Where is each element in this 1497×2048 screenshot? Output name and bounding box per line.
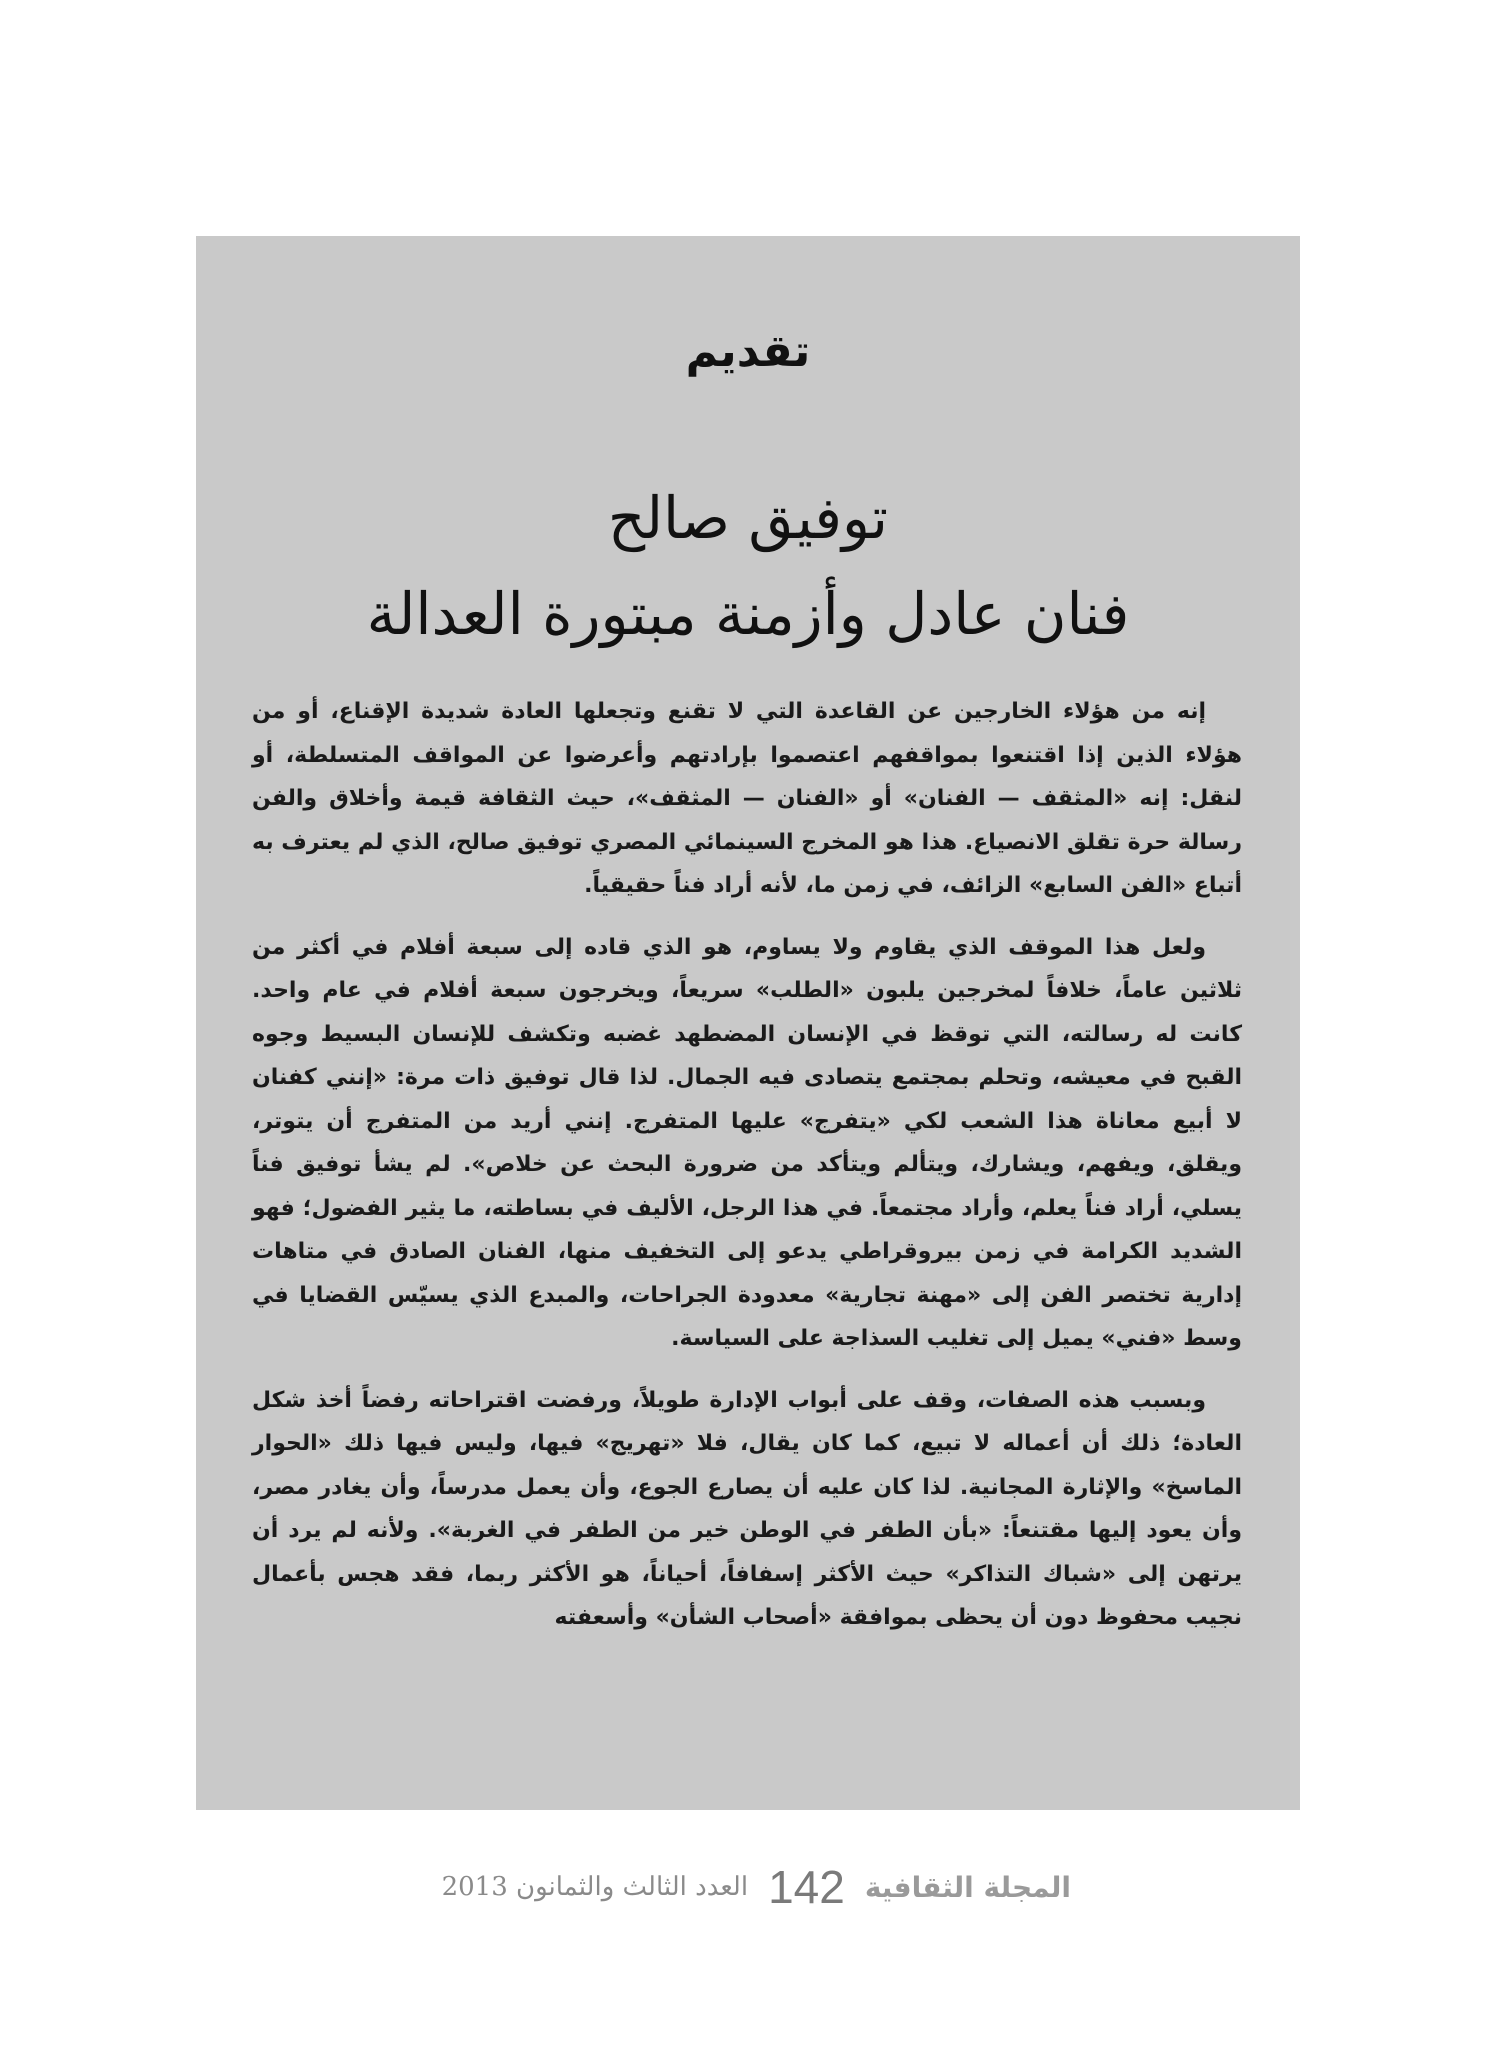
magazine-name: المجلة الثقافية bbox=[864, 1870, 1071, 1904]
article-title bbox=[196, 470, 1300, 662]
paragraph-1: إنه من هؤلاء الخارجين عن القاعدة التي لا تقنع وتجعلها العادة شديدة الإقناع، أو من هؤلاء الذين إذا اقتنعوا بمواقفهم اعتصموا بإرادتهم وأعرضوا عن المواقف المتسلطة، أو لنقل: إنه «المثقف — الفنان» أو «الفنان — المثقف»، حيث الثقافة قيمة وأخلاق والفن رسالة حرة تقلق الانصياع. هذا هو المخرج السينمائي المصري توفيق صالح، الذي لم يعترف به أتباع «الفن السابع» الزائف، في زمن ما، لأنه أراد فناً حقيقياً. bbox=[252, 699, 1242, 898]
page-footer bbox=[0, 1860, 1497, 1914]
section-label: تقديم bbox=[685, 326, 811, 377]
article-body bbox=[252, 690, 1242, 1658]
page-number: 142 bbox=[768, 1861, 845, 1913]
article-title-line-1: توفيق صالح bbox=[607, 484, 889, 552]
paragraph-2: ولعل هذا الموقف الذي يقاوم ولا يساوم، هو الذي قاده إلى سبعة أفلام في أكثر من ثلاثين عاماً، خلافاً لمخرجين يلبون «الطلب» سريعاً، ويخرجون سبعة أفلام في عام واحد. كانت له رسالته، التي توقظ في الإنسان المضطهد غضبه وتكشف للإنسان البسيط وجوه القبح في معيشه، وتحلم بمجتمع يتصادى فيه الجمال. لذا قال توفيق ذات مرة: «إنني كفنان لا أبيع معاناة هذا الشعب لكي «يتفرج» عليها المتفرج. إنني أريد من المتفرج أن يتوتر، ويقلق، ويفهم، ويشارك، ويتألم ويتأكد من ضرورة البحث عن خلاص». لم يشأ توفيق فناً يسلي، أراد فناً يعلم، وأراد مجتمعاً. في هذا الرجل، الأليف في بساطته، ما يثير الفضول؛ فهو الشديد الكرامة في زمن بيروقراطي يدعو إلى التخفيف منها، الفنان الصادق في متاهات إدارية تختصر الفن إلى «مهنة تجارية» معدودة الجراحات، والمبدع الذي يسيّس القضايا في وسط «فني» يميل إلى تغليب السذاجة على السياسة. bbox=[252, 934, 1242, 1351]
footer-content bbox=[442, 1860, 1071, 1914]
paragraph-3: وبسبب هذه الصفات، وقف على أبواب الإدارة طويلاً، ورفضت اقتراحاته رفضاً أخذ شكل العادة؛ ذلك أن أعماله لا تبيع، كما كان يقال، فلا «تهريج» فيها، وليس فيها ذلك «الحوار الماسخ» والإثارة المجانية. لذا كان عليه أن يصارع الجوع، وأن يعمل مدرساً، وأن يغادر مصر، وأن يعود إليها مقتنعاً: «بأن الطفر في الوطن خير من الطفر في الغربة». ولأنه لم يرد أن يرتهن إلى «شباك التذاكر» حيث الأكثر إسفافاً، أحياناً، هو الأكثر ربما، فقد هجس بأعمال نجيب محفوظ دون أن يحظى بموافقة «أصحاب الشأن» وأسعفته bbox=[252, 1387, 1242, 1630]
issue-label: العدد الثالث والثمانون 2013 bbox=[441, 1872, 749, 1902]
article-title-line-2: فنان عادل وأزمنة مبتورة العدالة bbox=[366, 580, 1130, 648]
